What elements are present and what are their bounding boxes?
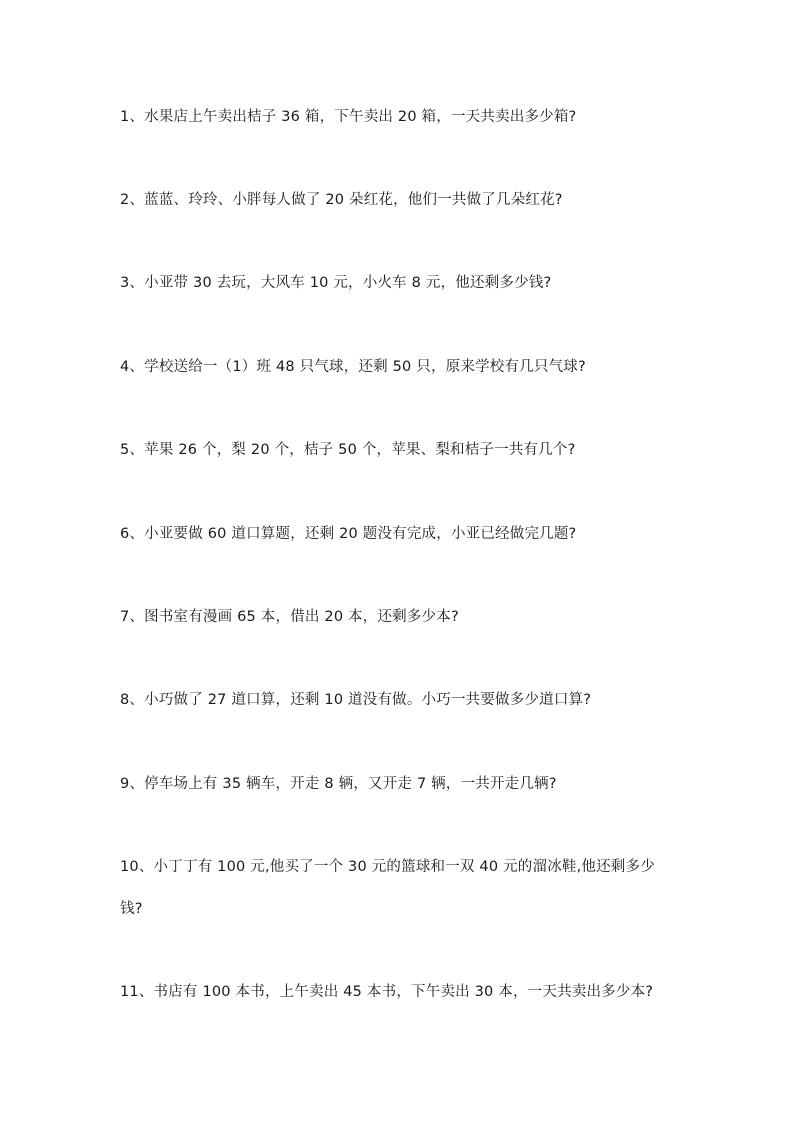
- question-2: 2、蓝蓝、玲玲、小胖每人做了 20 朵红花，他们一共做了几朵红花?: [120, 192, 563, 208]
- question-6: 6、小亚要做 60 道口算题，还剩 20 题没有完成，小亚已经做完几题?: [120, 526, 577, 542]
- question-1: 1、水果店上午卖出桔子 36 箱，下午卖出 20 箱，一天共卖出多少箱?: [120, 109, 577, 125]
- question-10-line-2: 钱?: [120, 901, 143, 917]
- question-8: 8、小巧做了 27 道口算，还剩 10 道没有做。小巧一共要做多少道口算?: [120, 692, 592, 708]
- question-10-line-1: 10、小丁丁有 100 元,他买了一个 30 元的篮球和一双 40 元的溜冰鞋,他还剩多少: [120, 859, 655, 875]
- question-7: 7、图书室有漫画 65 本，借出 20 本，还剩多少本?: [120, 609, 459, 625]
- question-4: 4、学校送给一（1）班 48 只气球，还剩 50 只，原来学校有几只气球?: [120, 359, 586, 375]
- question-3: 3、小亚带 30 去玩，大风车 10 元，小火车 8 元，他还剩多少钱?: [120, 275, 552, 291]
- question-5: 5、苹果 26 个，梨 20 个，桔子 50 个，苹果、梨和桔子一共有几个?: [120, 442, 576, 458]
- question-9: 9、停车场上有 35 辆车，开走 8 辆，又开走 7 辆，一共开走几辆?: [120, 776, 557, 792]
- question-11: 11、书店有 100 本书，上午卖出 45 本书，下午卖出 30 本，一天共卖出多少本?: [120, 984, 654, 1000]
